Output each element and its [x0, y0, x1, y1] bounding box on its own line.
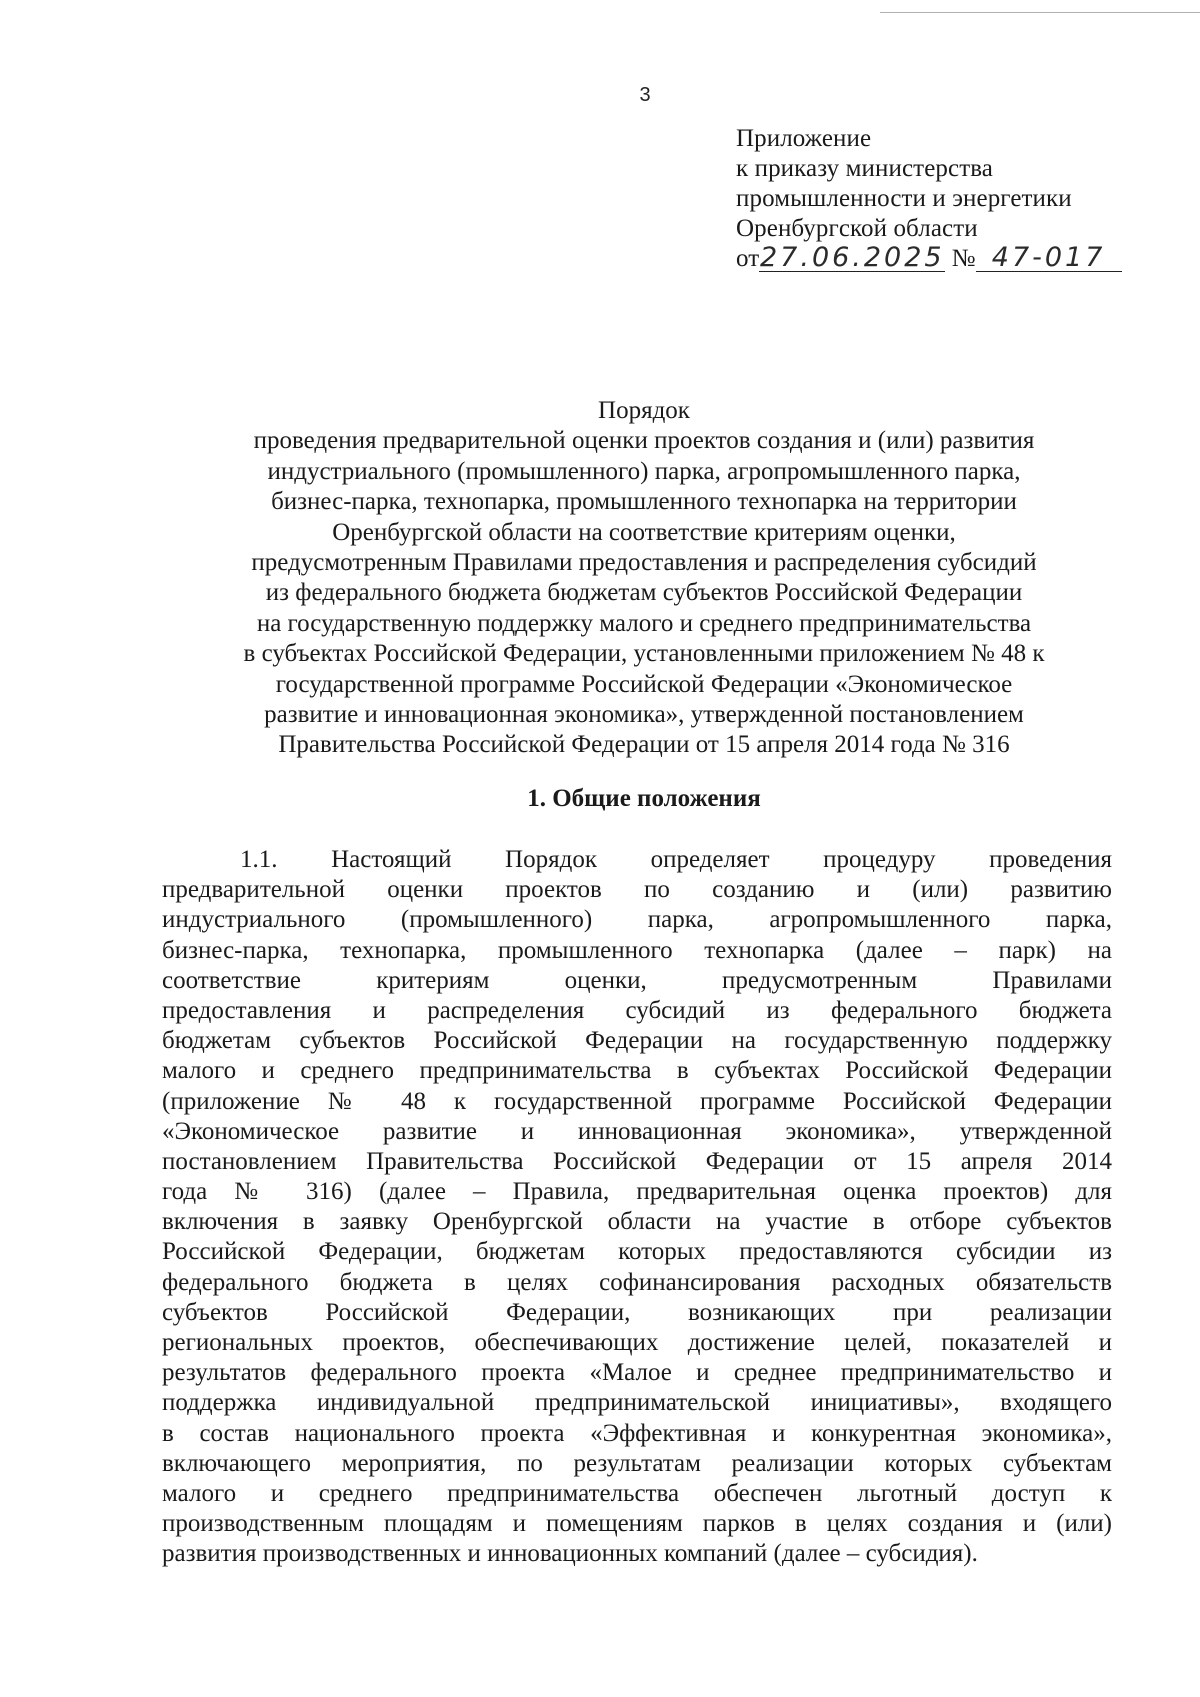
- title-line: из федерального бюджета бюджетам субъектов Российской Федерации: [265, 579, 1023, 607]
- appendix-line: Приложение: [736, 125, 872, 152]
- section-heading: 1. Общие положения: [527, 785, 761, 812]
- handwritten-date: 27.06.2025: [760, 242, 945, 273]
- paragraph-line: года № 316) (далее – Правила, предварительная оценка проектов) для: [162, 1178, 1112, 1206]
- title-line: проведения предварительной оценки проектов создания и (или) развития: [253, 427, 1035, 455]
- title-line: предусмотренным Правилами предоставления и распределения субсидий: [251, 549, 1037, 577]
- top-edge-rule: [880, 12, 1200, 13]
- title-line: индустриального (промышленного) парка, агропромышленного парка,: [267, 457, 1021, 485]
- section-body-paragraph: [162, 845, 1112, 1570]
- paragraph-line: малого и среднего предпринимательства в субъектах Российской Федерации: [162, 1057, 1112, 1085]
- title-heading: Порядок: [598, 397, 690, 424]
- paragraph-line: (приложение № 48 к государственной программе Российской Федерации: [162, 1087, 1112, 1115]
- title-line: Правительства Российской Федерации от 15 апреля 2014 года № 316: [278, 731, 1010, 759]
- paragraph-line: Российской Федерации, бюджетам которых предоставляются субсидии из: [162, 1238, 1112, 1266]
- appendix-header: [736, 124, 1122, 274]
- title-line: на государственную поддержку малого и среднего предпринимательства: [256, 609, 1032, 637]
- paragraph-line: предварительной оценки проектов по созданию и (или) развитию: [162, 876, 1112, 904]
- paragraph-line: бизнес-парка, технопарка, промышленного технопарка (далее – парк) на: [162, 936, 1112, 964]
- paragraph-line: развития производственных и инновационных компаний (далее – субсидия).: [162, 1540, 978, 1568]
- paragraph-line: федерального бюджета в целях софинансирования расходных обязательств: [162, 1268, 1112, 1296]
- paragraph-line: региональных проектов, обеспечивающих достижение целей, показателей и: [162, 1329, 1112, 1356]
- paragraph-line: «Экономическое развитие и инновационная экономика», утвержденной: [162, 1117, 1112, 1145]
- paragraph-line: 1.1. Настоящий Порядок определяет процедуру проведения: [240, 846, 1112, 873]
- page-number: 3: [639, 84, 651, 106]
- title-line: бизнес-парка, технопарка, промышленного технопарка на территории: [271, 488, 1017, 516]
- paragraph-line: субъектов Российской Федерации, возникающих при реализации: [162, 1298, 1112, 1326]
- title-line: в субъектах Российской Федерации, установленными приложением № 48 к: [243, 640, 1045, 668]
- title-line: государственной программе Российской Федерации «Экономическое: [275, 670, 1013, 698]
- paragraph-line: поддержка индивидуальной предпринимательской инициативы», входящего: [162, 1389, 1112, 1417]
- paragraph-line: производственным площадям и помещениям парков в целях создания и (или): [162, 1510, 1112, 1538]
- appendix-line: Оренбургской области: [736, 215, 978, 242]
- title-line: развитие и инновационная экономика», утвержденной постановлением: [264, 701, 1024, 729]
- paragraph-line: предоставления и распределения субсидий из федерального бюджета: [162, 996, 1112, 1024]
- document-title: [150, 396, 1138, 761]
- title-line: Оренбургской области на соответствие критериям оценки,: [332, 518, 956, 546]
- paragraph-line: бюджетам субъектов Российской Федерации на государственную поддержку: [162, 1027, 1112, 1055]
- paragraph-line: малого и среднего предпринимательства обеспечен льготный доступ к: [162, 1479, 1112, 1507]
- paragraph-line: включения в заявку Оренбургской области на участие в отборе субъектов: [162, 1208, 1112, 1236]
- paragraph-line: постановлением Правительства Российской Федерации от 15 апреля 2014: [162, 1147, 1112, 1175]
- paragraph-line: в состав национального проекта «Эффективная и конкурентная экономика»,: [162, 1419, 1112, 1447]
- order-date-number-row: [736, 244, 1122, 274]
- paragraph-line: включающего мероприятия, по результатам реализации которых субъектам: [162, 1449, 1112, 1477]
- appendix-line: к приказу министерства: [736, 155, 993, 182]
- handwritten-order-number: 47-017: [976, 245, 1122, 272]
- number-prefix: №: [951, 245, 976, 272]
- appendix-line: промышленности и энергетики: [736, 185, 1072, 212]
- paragraph-line: индустриального (промышленного) парка, агропромышленного парка,: [162, 906, 1112, 934]
- date-prefix: от: [736, 245, 760, 272]
- paragraph-line: результатов федерального проекта «Малое и среднее предпринимательство и: [162, 1359, 1112, 1387]
- paragraph-line: соответствие критериям оценки, предусмотренным Правилами: [162, 966, 1112, 994]
